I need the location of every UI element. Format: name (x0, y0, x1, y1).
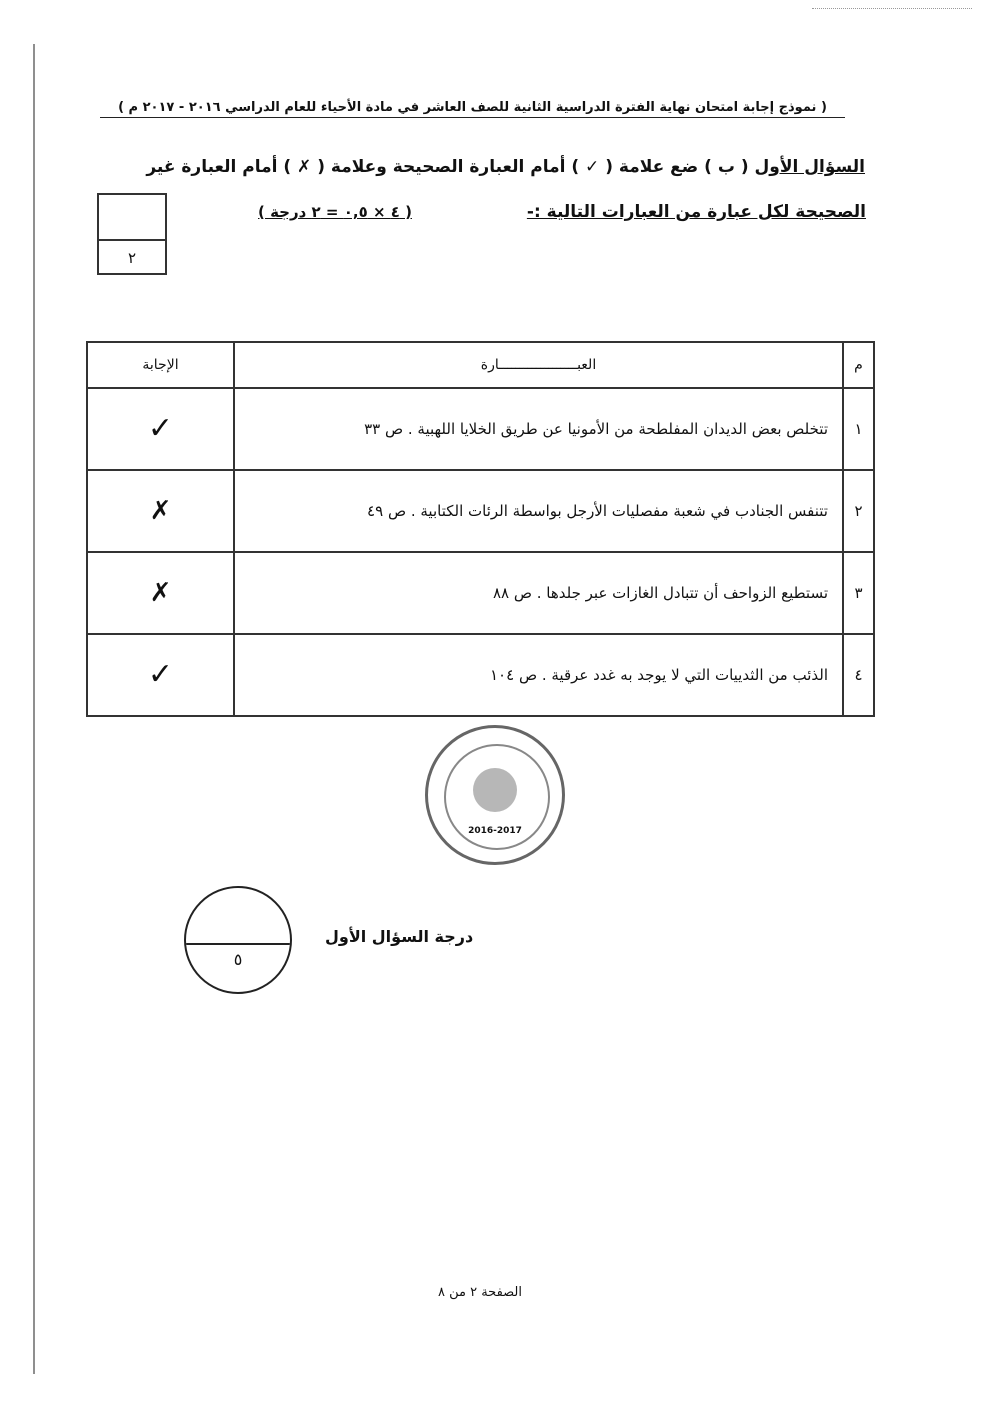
row-statement: تستطيع الزواحف أن تتبادل الغازات عبر جلدها . ص ٨٨ (234, 552, 843, 634)
row-statement: تتخلص بعض الديدان المفلطحة من الأمونيا عن طريق الخلايا اللهبية . ص ٣٣ (234, 388, 843, 470)
page-footer: الصفحة ٢ من ٨ (437, 1285, 522, 1300)
table-row (87, 634, 874, 716)
stamp-year: 2016-2017 (468, 826, 522, 836)
grade-circle (184, 886, 292, 994)
row-statement: تتنفس الجنادب في شعبة مفصليات الأرجل بواسطة الرئات الكتابية . ص ٤٩ (234, 470, 843, 552)
grade-divider (186, 943, 290, 945)
table-row (87, 470, 874, 552)
question-part: ( ب ) (704, 157, 749, 177)
score-box-total: ٢ (127, 249, 137, 267)
answer-mark: ✓ (147, 657, 174, 692)
document-heading: ( نموذج إجابة امتحان نهاية الفترة الدراسية الثانية للصف العاشر في مادة الأحياء للعام الدراسي ٢٠١٦ - ٢٠١٧ م ) (100, 100, 845, 118)
header-num: م (843, 342, 874, 388)
table-header-row (87, 342, 874, 388)
answers-table (86, 341, 875, 717)
emblem-icon (473, 768, 517, 812)
grade-value: ٥ (233, 950, 243, 969)
question-instruction-continued (527, 202, 866, 222)
row-num: ٣ (843, 552, 874, 634)
cross-mark-icon (87, 552, 234, 634)
row-num: ٤ (843, 634, 874, 716)
question-instruction-text: ضع علامة ( ✓ ) أمام العبارة الصحيحة وعلامة ( ✗ ) أمام العبارة غير (146, 157, 699, 177)
row-num: ٢ (843, 470, 874, 552)
marks-note: ( ٤ × ٠,٥ = ٢ درجة ) (258, 203, 412, 221)
question-label: السؤال الأول (754, 157, 865, 177)
scan-edge-line (33, 44, 35, 1374)
row-statement: الذئب من الثدييات التي لا يوجد به غدد عرقية . ص ١٠٤ (234, 634, 843, 716)
answer-mark: ✗ (149, 496, 172, 526)
answer-mark: ✓ (147, 411, 174, 446)
header-statement: العبـــــــــــــــــــارة (234, 342, 843, 388)
table-row (87, 552, 874, 634)
table-row (87, 388, 874, 470)
grade-label: درجة السؤال الأول (325, 927, 474, 946)
scan-artifact (812, 8, 972, 13)
question-instruction (85, 157, 865, 177)
official-stamp (425, 725, 565, 865)
instruction-continued-text: الصحيحة لكل عبارة من العبارات التالية :- (526, 202, 866, 222)
check-mark-icon (87, 634, 234, 716)
row-num: ١ (843, 388, 874, 470)
check-mark-icon (87, 388, 234, 470)
score-box (97, 193, 167, 275)
score-box-obtained (99, 195, 165, 241)
cross-mark-icon (87, 470, 234, 552)
answer-mark: ✗ (149, 578, 172, 608)
header-answer: الإجابة (87, 342, 234, 388)
